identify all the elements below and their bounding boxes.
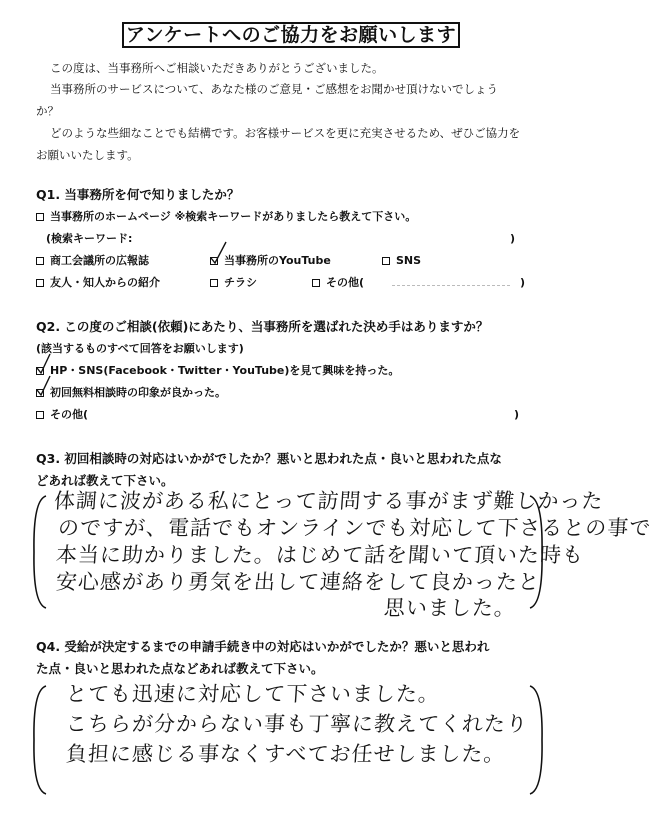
checkbox-hp[interactable] xyxy=(36,367,44,375)
q2-other-close: ) xyxy=(514,408,520,421)
checkbox-chamber[interactable] xyxy=(36,257,44,265)
checkbox-q2-other[interactable] xyxy=(36,411,44,419)
q2-note: (該当するものすべて回答をお願いします) xyxy=(36,342,244,355)
check-mark-icon xyxy=(210,248,228,266)
q1-friend-label: 友人・知人からの紹介 xyxy=(50,276,160,289)
q1-other-label: その他( xyxy=(326,276,365,289)
q4-answer-line-2: こちらが分からない事も丁寧に教えてくれたり xyxy=(65,712,529,736)
q3-question-line-2: どあれば教えて下さい。 xyxy=(36,473,174,488)
q3-answer-line-2: のですが、電話でもオンラインでも対応して下さるとの事で xyxy=(57,516,652,540)
q3-left-bracket xyxy=(30,494,50,610)
q1-youtube-label: 当事務所のYouTube xyxy=(224,254,331,267)
checkbox-other[interactable] xyxy=(312,279,320,287)
q2-other-label: その他( xyxy=(50,408,89,421)
q2-hp-label: HP・SNS(Facebook・Twitter・YouTube)を見て興味を持った。 xyxy=(50,364,400,377)
checkbox-first[interactable] xyxy=(36,389,44,397)
q4-left-bracket xyxy=(30,684,50,796)
check-mark-icon xyxy=(36,380,54,398)
intro-line-5: お願いいたします。 xyxy=(36,148,139,162)
q3-answer-line-4: 安心感があり勇気を出して連絡をして良かったと xyxy=(55,570,541,594)
q1-homepage-label: 当事務所のホームページ ※検索キーワードがありましたら教えて下さい。 xyxy=(50,210,417,223)
checkbox-sns[interactable] xyxy=(382,257,390,265)
check-mark-icon xyxy=(36,358,54,376)
q1-option-flyer[interactable] xyxy=(210,276,257,290)
q4-question-line-1: Q4. 受給が決定するまでの申請手続き中の対応はいかがでしたか？悪いと思われ xyxy=(36,639,490,654)
q3-answer-line-1: 体調に波がある私にとって訪問する事がまず難しかった xyxy=(53,489,605,513)
intro-line-3: か？ xyxy=(36,104,59,118)
checkbox-youtube[interactable] xyxy=(210,257,218,265)
q1-option-youtube[interactable] xyxy=(210,254,331,268)
q2-option-hp[interactable] xyxy=(36,364,399,378)
q1-option-other[interactable] xyxy=(312,276,364,290)
q2-first-label: 初回無料相談時の印象が良かった。 xyxy=(50,386,226,399)
intro-line-1: この度は、当事務所へご相談いただきありがとうございました。 xyxy=(50,61,384,75)
q1-question: Q1. 当事務所を何で知りましたか？ xyxy=(36,187,240,202)
q4-question-line-2: た点・良いと思われた点などあれば教えて下さい。 xyxy=(36,661,324,676)
q1-keyword-label: (検索キーワード: xyxy=(46,232,133,245)
q1-option-sns[interactable] xyxy=(382,254,421,268)
q1-other-close: ) xyxy=(520,276,526,289)
q4-right-bracket xyxy=(526,684,546,796)
q2-option-other[interactable] xyxy=(36,408,88,422)
intro-line-4: どのような些細なことでも結構です。お客様サービスを更に充実させるため、ぜひご協力を xyxy=(50,126,521,140)
q3-question-line-1: Q3. 初回相談時の対応はいかがでしたか？悪いと思われた点・良いと思われた点な xyxy=(36,451,502,466)
q4-answer-line-3: 負担に感じる事なくすべてお任せしました。 xyxy=(65,742,507,766)
checkbox-homepage[interactable] xyxy=(36,213,44,221)
intro-line-2: 当事務所のサービスについて、あなた様のご意見・ご感想をお聞かせ頂けないでしょう xyxy=(50,82,499,96)
q2-option-first[interactable] xyxy=(36,386,226,400)
q1-sns-label: SNS xyxy=(396,254,422,267)
q1-option-homepage[interactable] xyxy=(36,210,416,224)
checkbox-friend[interactable] xyxy=(36,279,44,287)
q1-chamber-label: 商工会議所の広報誌 xyxy=(50,254,149,267)
q1-other-dash xyxy=(392,285,510,286)
q1-keyword-close: ) xyxy=(510,232,516,245)
q3-answer-line-5: 思いました。 xyxy=(383,596,517,620)
survey-title: アンケートへのご協力をお願いします xyxy=(122,22,460,48)
q1-option-chamber[interactable] xyxy=(36,254,149,268)
checkbox-flyer[interactable] xyxy=(210,279,218,287)
q3-answer-line-3: 本当に助かりました。はじめて話を聞いて頂いた時も xyxy=(55,543,585,567)
q1-option-friend[interactable] xyxy=(36,276,160,290)
q1-flyer-label: チラシ xyxy=(224,276,257,289)
q2-question: Q2. この度のご相談(依頼)にあたり、当事務所を選ばれた決め手はありますか？ xyxy=(36,319,489,334)
q4-answer-line-1: とても迅速に対応して下さいました。 xyxy=(65,682,441,706)
